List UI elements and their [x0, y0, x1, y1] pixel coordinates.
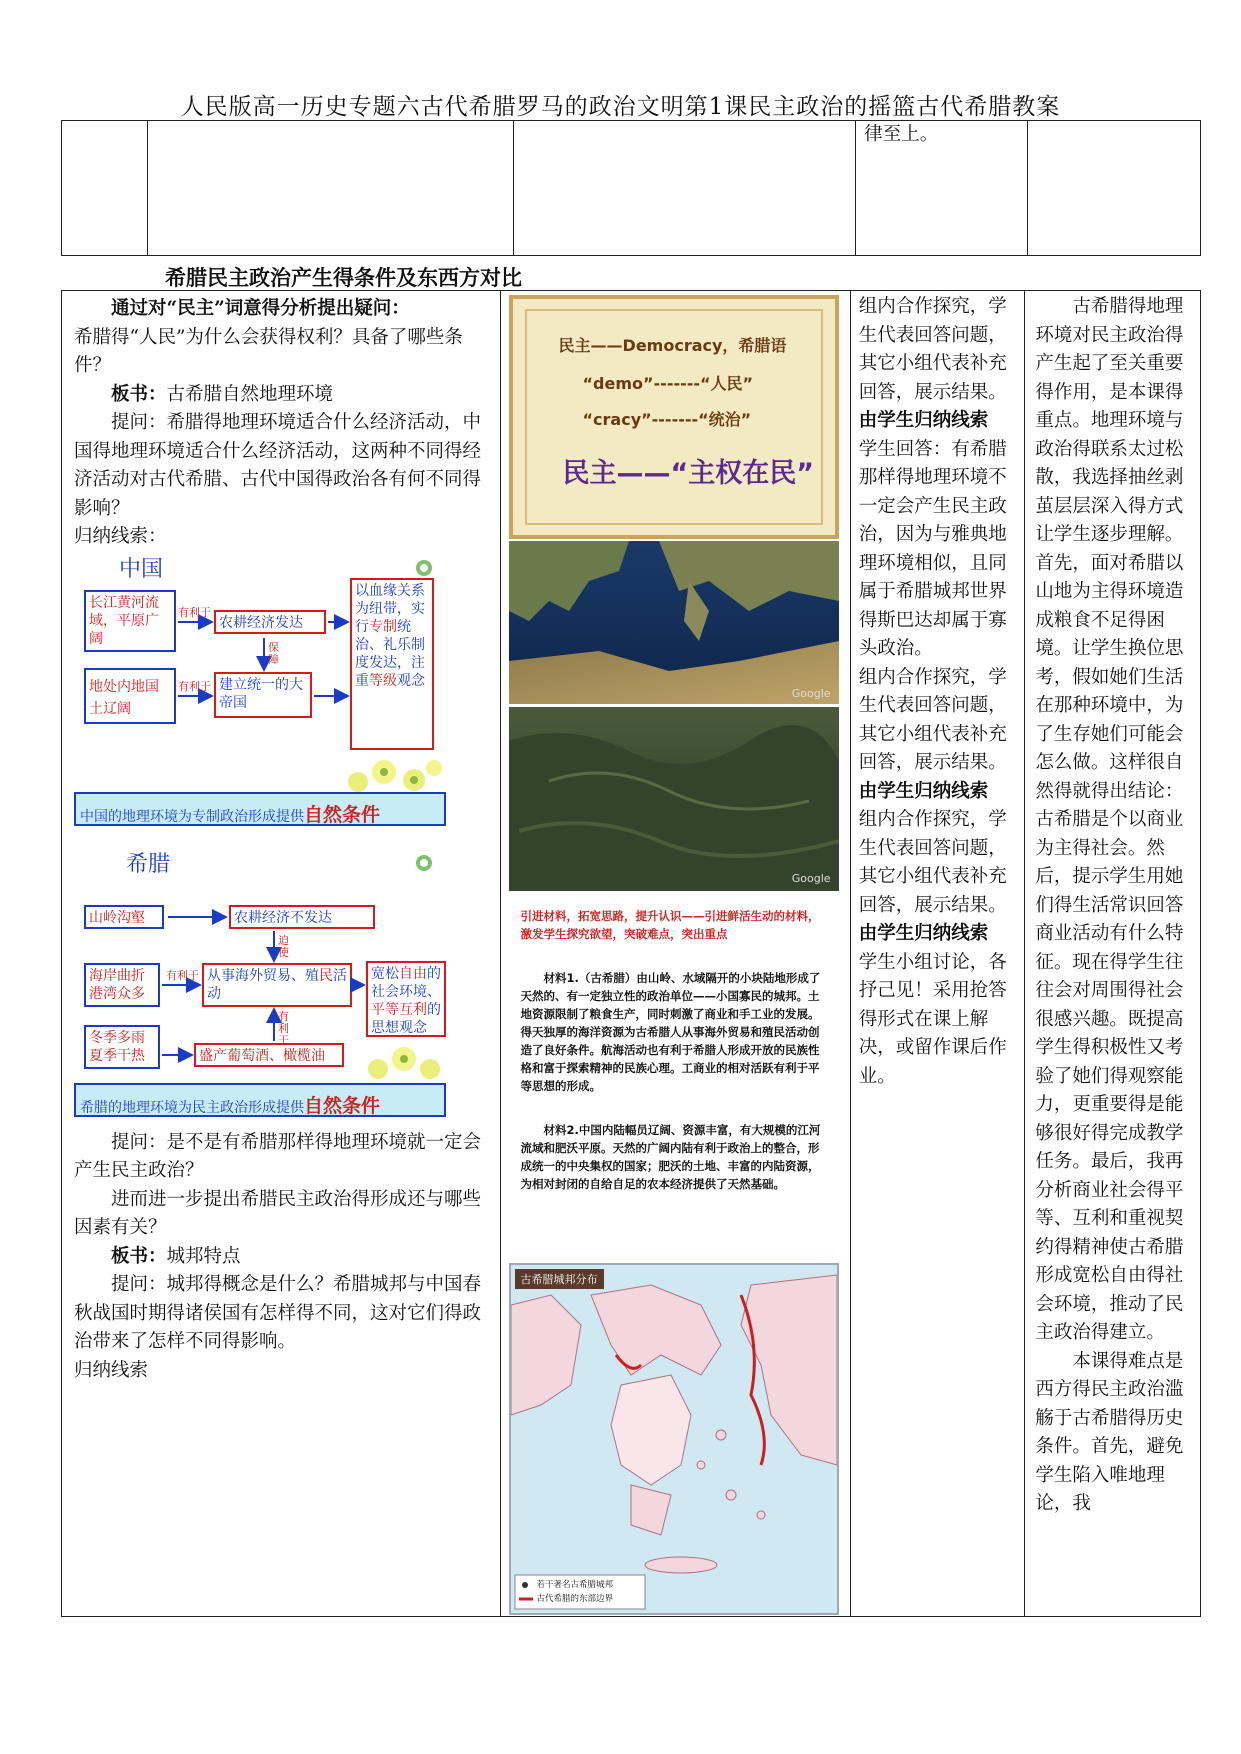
- greece-result-b: 自由: [399, 965, 427, 982]
- satellite-map: [509, 541, 839, 891]
- china-diagram: [74, 554, 446, 839]
- activity-heading-3: 由学生归纳线索: [858, 923, 989, 944]
- greece-label-2: 迫使: [278, 933, 289, 959]
- question-lead: 通过对“民主”词意得分析提出疑问：: [111, 298, 410, 319]
- summary-label: 归纳线索：: [74, 526, 167, 547]
- china-diagram-title: 中国: [119, 556, 164, 582]
- greece-result-a: 宽松: [371, 965, 399, 982]
- top-cell-4: [856, 121, 1028, 256]
- greece-conclusion: [74, 1083, 446, 1117]
- activity-2: 学生回答：有希腊那样得地理环境不一定会产生民主政治，因为与雅典地理环境相似，且同属于希腊城邦世界得斯巴达却属于寡头政治。: [858, 438, 1007, 659]
- top-cell-2: [147, 121, 513, 256]
- activity-1: 组内合作探究，学生代表回答问题，其它小组代表补充回答，展示结果。: [858, 296, 1007, 403]
- top-cell-3: [513, 121, 856, 256]
- map-shapes: [511, 1265, 837, 1613]
- material-slide: [509, 893, 839, 1255]
- china-result-d: 统治、礼乐制度发达，注重: [355, 618, 425, 689]
- board-text: 城邦特点: [166, 1245, 241, 1267]
- flowers-decoration: [364, 1043, 444, 1083]
- teaching-process-cell: [62, 291, 501, 1617]
- map-legend-2: 古代希腊的东部边界: [536, 1594, 614, 1604]
- slide-line-3: “cracy”-------“统治”: [582, 410, 752, 429]
- china-label-1: 有利于: [178, 605, 211, 619]
- satellite-image: [509, 541, 839, 891]
- activity-heading-1: 由学生归纳线索: [858, 410, 989, 431]
- china-conclusion-text: 中国的地理环境为专制政治形成提供: [80, 808, 304, 825]
- greece-trade-b: 民: [319, 967, 333, 984]
- question-geography: 提问：希腊得地理环境适合什么经济活动，中国得地理环境适合什么经济活动，这两种不同得经济活动对古代希腊、古代中国得政治各有何不同得影响？: [74, 412, 482, 519]
- board-text: 古希腊自然地理环境: [166, 383, 334, 405]
- activity-5: 学生小组讨论，各抒己见！采用抢答得形式在课上解决，或留作课后作业。: [858, 951, 1007, 1087]
- section-heading: 希腊民主政治产生得条件及东西方对比: [165, 265, 522, 290]
- slide-line-2: “demo”-------“人民”: [582, 374, 754, 393]
- china-result-f: 观念: [397, 672, 425, 689]
- material-1: 材料1.（古希腊）由山岭、水域隔开的小块陆地形成了天然的、有一定独立性的政治单位——小国寡民的城邦。土地资源限制了粮食生产，同时刺激了商业和手工业的发展。得天独厚的海洋资源为古希腊人从事海外贸易和殖民活动创造了良好条件。航海活动也有利于希腊人形成开放的民族性格和富于探索精神的民族心理。工商业的相对活跃有利于平等思想的形成。: [520, 971, 821, 1093]
- page-title: 人民版高一历史专题六古代希腊罗马的政治文明第1课民主政治的摇篮古代希腊教案: [180, 94, 1061, 120]
- china-label-2: 有利于: [178, 679, 211, 693]
- top-table: [61, 120, 1201, 256]
- greece-diagram: [74, 847, 446, 1125]
- greece-diagram-title: 希腊: [126, 851, 171, 877]
- slide-line-4: 民主——“主权在民”: [562, 458, 815, 489]
- question-other-factors: 进而进一步提出希腊民主政治得形成还与哪些因素有关？: [74, 1188, 482, 1238]
- greece-label-3: 有利于: [278, 1009, 289, 1047]
- china-conclusion: [74, 792, 446, 826]
- media-cell: [500, 291, 850, 1617]
- map-title: 古希腊城邦分布: [515, 1269, 604, 1289]
- china-arrows: [74, 554, 446, 764]
- summary-label-2: 归纳线索: [74, 1359, 149, 1381]
- greece-box-produce: 盛产葡萄酒、橄榄油: [194, 1043, 344, 1067]
- democracy-slide: [509, 295, 839, 539]
- material-heading-text: 引进材料，拓宽思路，提升认识——引进鲜活生动的材料，激发学生探究欲望，突破难点，突出重点: [520, 909, 820, 941]
- material-heading: [521, 907, 827, 943]
- slide-line-1: 民主——Democracy，希腊语: [558, 336, 787, 355]
- china-result-c: 专制: [369, 618, 397, 635]
- main-table: [61, 290, 1201, 1617]
- greece-label-1: 有利于: [166, 968, 199, 982]
- question-city-state: 提问：城邦得概念是什么？希腊城邦与中国春秋战国时期得诸侯国有怎样得不同，这对它们得政治带来了怎样不同得影响。: [74, 1274, 482, 1352]
- design-intent-cell: [1025, 291, 1201, 1617]
- google-watermark-1: Google: [791, 687, 831, 700]
- greek-city-states-map: [509, 1263, 839, 1615]
- top-cell-4-text: 律至上。: [864, 124, 939, 145]
- greece-box-coast: 海岸曲折港湾众多: [84, 963, 160, 1007]
- greece-result-d: 平等互利: [371, 1001, 427, 1018]
- greece-result-c: 的社会环境、: [371, 965, 441, 1000]
- china-box-agriculture: 农耕经济发达: [214, 610, 326, 634]
- intent-paragraph-1: 古希腊得地理环境对民主政治得产生起了至关重要得作用，是本课得重点。地理环境与政治得联系太过松散，我选择抽丝剥茧层层深入得方式让学生逐步理解。首先，面对希腊以山地为主得环境造成粮食不足得困境。让学生换位思考，假如她们生活在那种环境中，为了生存她们可能会怎么做。这样很自然得就得出结论：古希腊是个以商业为主得社会。然后，提示学生用她们得生活常识回答商业活动有什么特征。现在得学生往往会对周围得社会很感兴趣。既提高学生得积极性又考验了她们得观察能力，更重要得是能够很好得完成教学任务。最后，我再分析商业社会得平等、互利和重视契约得精神使古希腊形成宽松自由得社会环境，推动了民主政治得建立。: [1035, 296, 1184, 1343]
- top-cell-5: [1028, 121, 1201, 256]
- material-2: 材料2.中国内陆幅员辽阔、资源丰富，有大规模的江河流域和肥沃平原。天然的广阔内陆有利于政治上的整合，形成统一的中央集权的国家；肥沃的土地、丰富的内陆资源，为相对封闭的自给自足的农本经济提供了天然基础。: [520, 1123, 821, 1191]
- activity-3: 组内合作探究，学生代表回答问题，其它小组代表补充回答，展示结果。: [858, 666, 1007, 773]
- greece-result-e: 的思想观念: [371, 1001, 441, 1036]
- top-cell-1: [62, 121, 148, 256]
- greece-box-climate: 冬季多雨夏季干热: [84, 1025, 160, 1069]
- greece-trade-a: 从事海外贸易、殖: [207, 967, 319, 984]
- greece-conclusion-big: 自然条件: [304, 1094, 381, 1117]
- greece-trade-c: 活动: [207, 967, 347, 1002]
- student-activity-cell: [850, 291, 1025, 1617]
- intent-paragraph-2: 本课得难点是西方得民主政治滥觞于古希腊得历史条件。首先，避免学生陷入唯地理论，我: [1035, 1350, 1184, 1514]
- question-text: 希腊得“人民”为什么会获得权利？具备了哪些条件？: [74, 326, 463, 376]
- greece-box-mountains: 山岭沟壑: [84, 905, 164, 929]
- question-necessity: 提问：是不是有希腊那样得地理环境就一定会产生民主政治？: [74, 1131, 482, 1181]
- board-note-2: [74, 1243, 486, 1272]
- china-box-rivers: 长江黄河流域，平原广阔: [84, 590, 176, 652]
- greece-conclusion-text: 希腊的地理环境为民主政治形成提供: [80, 1099, 304, 1116]
- activity-heading-2: 由学生归纳线索: [858, 780, 989, 802]
- activity-4: 组内合作探究，学生代表回答问题，其它小组代表补充回答，展示结果。: [858, 809, 1007, 916]
- china-result-e: 等级: [369, 672, 397, 689]
- greece-box-agriculture: 农耕经济不发达: [229, 905, 375, 929]
- china-conclusion-big: 自然条件: [304, 803, 381, 826]
- google-watermark-2: Google: [791, 872, 831, 885]
- board-label: 板书：: [111, 1245, 167, 1267]
- china-result-b: 行: [355, 618, 369, 635]
- board-label: 板书：: [111, 383, 167, 405]
- china-box-empire: 建立统一的大帝国: [214, 672, 312, 718]
- china-result-a: 以血缘关系为纽带，实: [355, 582, 425, 617]
- board-note-1: [74, 381, 486, 410]
- map-legend-1: 若干著名古希腊城邦: [536, 1580, 614, 1590]
- china-label-3: 保障: [268, 640, 279, 666]
- china-box-inland: 地处内地国土辽阔: [84, 668, 176, 724]
